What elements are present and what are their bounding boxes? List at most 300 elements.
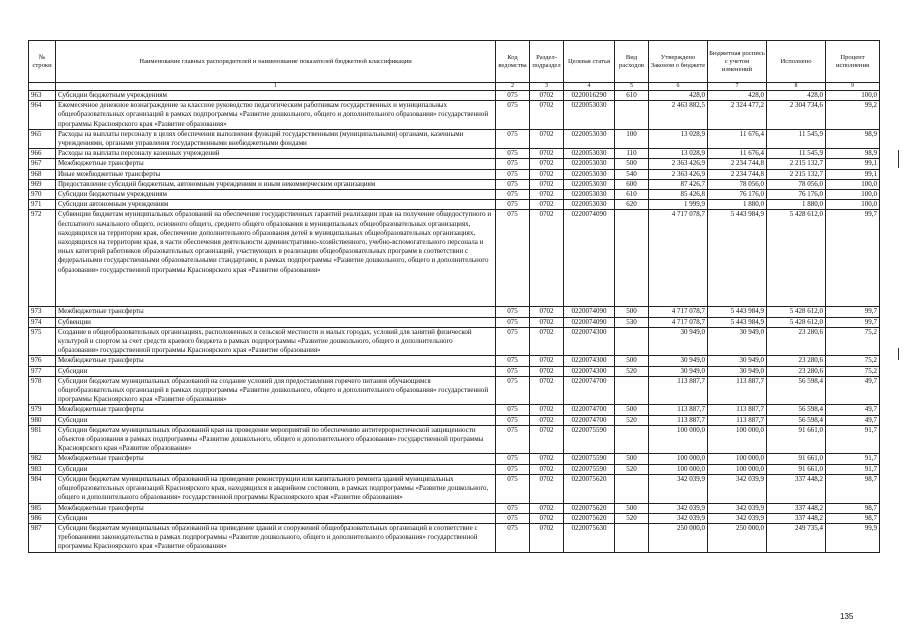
target-item-code: 0220074700 xyxy=(564,415,615,425)
column-number: 2 xyxy=(496,83,530,91)
execution-percent: 99,2 xyxy=(826,101,880,130)
approved-amount: 1 999,9 xyxy=(649,200,708,210)
department-code: 075 xyxy=(496,190,530,200)
target-item-code: 0220053030 xyxy=(564,169,615,179)
approved-amount: 250 000,0 xyxy=(649,523,708,552)
executed-amount: 56 598,4 xyxy=(767,376,826,405)
schedule-amount: 2 234 744,8 xyxy=(708,169,767,179)
row-number: 975 xyxy=(29,327,56,356)
column-numbers-row xyxy=(29,83,880,91)
executed-amount: 23 280,6 xyxy=(767,366,826,376)
executed-amount: 56 598,4 xyxy=(767,415,826,425)
row-number: 973 xyxy=(29,307,56,317)
schedule-amount: 5 443 984,9 xyxy=(708,210,767,307)
header-budget-schedule: Бюджетная роспись с учетом изменений xyxy=(708,41,767,83)
schedule-amount: 113 887,7 xyxy=(708,405,767,415)
expense-type-code xyxy=(615,376,649,405)
section-code: 0702 xyxy=(530,169,564,179)
department-code: 075 xyxy=(496,405,530,415)
section-code: 0702 xyxy=(530,210,564,307)
column-number: 5 xyxy=(615,83,649,91)
target-item-code: 0220053030 xyxy=(564,179,615,189)
row-name: Создание в общеобразовательных организациях, расположенных в сельской местности и малых городах, условий для занятий физической культурой и спортом за счет средств краевого бюджета в рамках подпрограммы «Развитие дошкольного, общего и дополнительного образования» государственной программы Красноярского края «Развитие образования» xyxy=(56,327,496,356)
executed-amount: 23 280,6 xyxy=(767,327,826,356)
header-target-item: Целевая статья xyxy=(564,41,615,83)
schedule-amount: 11 676,4 xyxy=(708,149,767,159)
schedule-amount: 428,0 xyxy=(708,91,767,101)
target-item-code: 0220016290 xyxy=(564,91,615,101)
executed-amount: 1 880,0 xyxy=(767,200,826,210)
target-item-code: 0220053030 xyxy=(564,101,615,130)
expense-type-code xyxy=(615,523,649,552)
schedule-amount: 5 443 984,9 xyxy=(708,307,767,317)
row-number: 981 xyxy=(29,425,56,454)
section-code: 0702 xyxy=(530,523,564,552)
row-number: 965 xyxy=(29,129,56,148)
expense-type-code: 600 xyxy=(615,179,649,189)
approved-amount: 428,0 xyxy=(649,91,708,101)
expense-type-code xyxy=(615,210,649,307)
header-section: Раздел-подраздел xyxy=(530,41,564,83)
approved-amount: 13 028,9 xyxy=(649,149,708,159)
target-item-code: 0220053030 xyxy=(564,129,615,148)
expense-type-code: 500 xyxy=(615,307,649,317)
execution-percent: 99,7 xyxy=(826,307,880,317)
table-row xyxy=(29,474,880,503)
department-code: 075 xyxy=(496,179,530,189)
execution-percent: 99,7 xyxy=(826,317,880,327)
table-row xyxy=(29,376,880,405)
executed-amount: 2 215 132,7 xyxy=(767,169,826,179)
target-item-code: 0220074090 xyxy=(564,307,615,317)
executed-amount: 11 545,9 xyxy=(767,149,826,159)
department-code: 075 xyxy=(496,159,530,169)
department-code: 075 xyxy=(496,474,530,503)
section-code: 0702 xyxy=(530,327,564,356)
row-name: Субсидии бюджетам муниципальных образований края на проведение мероприятий по обеспечению антитеррористической защищенности объектов образования в рамках подпрограммы «Развитие дошкольного, общего и дополнительного образования» государственной программы Красноярского края «Развитие образования» xyxy=(56,425,496,454)
table-row xyxy=(29,159,880,169)
executed-amount: 91 661,0 xyxy=(767,464,826,474)
column-number: 7 xyxy=(708,83,767,91)
approved-amount: 100 000,0 xyxy=(649,464,708,474)
department-code: 075 xyxy=(496,376,530,405)
execution-percent: 98,9 xyxy=(826,129,880,148)
department-code: 075 xyxy=(496,425,530,454)
table-row xyxy=(29,317,880,327)
page-number: 135 xyxy=(840,612,854,621)
executed-amount: 2 304 734,6 xyxy=(767,101,826,130)
row-number: 966 xyxy=(29,149,56,159)
header-department-code: Код ведомства xyxy=(496,41,530,83)
row-number: 980 xyxy=(29,415,56,425)
row-number: 970 xyxy=(29,190,56,200)
row-name: Субсидии бюджетным учреждениям xyxy=(56,190,496,200)
table-row xyxy=(29,200,880,210)
execution-percent: 75,2 xyxy=(826,366,880,376)
expense-type-code: 500 xyxy=(615,356,649,366)
row-number: 979 xyxy=(29,405,56,415)
row-number: 982 xyxy=(29,454,56,464)
row-name: Субсидии xyxy=(56,464,496,474)
schedule-amount: 100 000,0 xyxy=(708,464,767,474)
row-number: 985 xyxy=(29,503,56,513)
table-row xyxy=(29,327,880,356)
executed-amount: 23 280,6 xyxy=(767,356,826,366)
approved-amount: 2 463 882,5 xyxy=(649,101,708,130)
expense-type-code xyxy=(615,327,649,356)
row-name: Субвенции бюджетам муниципальных образований на обеспечение государственных гарантий реализации прав на получение общедоступного и бесплатного начального общего, основного общего, среднего общего образования в муниципальных общеобразовательных организациях, находящихся на территории края, обеспечение дополнительного образования детей в муниципальных общеобразовательных организациях, находящихся на территории края, в части обеспечения деятельности административно-хозяйственного, учебно-вспомогательного персонала и иных категорий работников образовательных организаций, участвующих в реализации общеобразовательных программ в соответствии с федеральными государственными образовательными стандартами, в рамках подпрограммы «Развитие дошкольного, общего и дополнительного образования» государственной программы Красноярского края «Развитие образования» xyxy=(56,210,496,307)
department-code: 075 xyxy=(496,503,530,513)
execution-percent: 98,7 xyxy=(826,474,880,503)
approved-amount: 113 887,7 xyxy=(649,376,708,405)
column-number: 3 xyxy=(530,83,564,91)
row-name: Межбюджетные трансферты xyxy=(56,356,496,366)
target-item-code: 0220074090 xyxy=(564,317,615,327)
section-code: 0702 xyxy=(530,503,564,513)
section-code: 0702 xyxy=(530,317,564,327)
column-number: 6 xyxy=(649,83,708,91)
execution-percent: 100,0 xyxy=(826,200,880,210)
expense-type-code: 540 xyxy=(615,169,649,179)
executed-amount: 428,0 xyxy=(767,91,826,101)
table-row xyxy=(29,149,880,159)
row-name: Субсидии бюджетам муниципальных образований на создание условий для предоставления горячего питания обучающимся общеобразовательных организаций в рамках подпрограммы «Развитие дошкольного, общего и дополнительного образования» государственной программы Красноярского края «Развитие образования» xyxy=(56,376,496,405)
row-number: 964 xyxy=(29,101,56,130)
schedule-amount: 250 000,0 xyxy=(708,523,767,552)
execution-percent: 91,7 xyxy=(826,454,880,464)
row-name: Субсидии xyxy=(56,366,496,376)
column-number: 8 xyxy=(767,83,826,91)
expense-type-code xyxy=(615,474,649,503)
department-code: 075 xyxy=(496,210,530,307)
expense-type-code xyxy=(615,425,649,454)
header-approved: Утверждено Законом о бюджете xyxy=(649,41,708,83)
table-row xyxy=(29,307,880,317)
approved-amount: 2 363 426,9 xyxy=(649,169,708,179)
target-item-code: 0220075630 xyxy=(564,523,615,552)
execution-percent: 91,7 xyxy=(826,425,880,454)
execution-percent: 100,0 xyxy=(826,190,880,200)
execution-percent: 100,0 xyxy=(826,91,880,101)
executed-amount: 91 661,0 xyxy=(767,425,826,454)
approved-amount: 342 039,9 xyxy=(649,503,708,513)
section-code: 0702 xyxy=(530,159,564,169)
schedule-amount: 30 949,0 xyxy=(708,356,767,366)
approved-amount: 30 949,0 xyxy=(649,327,708,356)
schedule-amount: 100 000,0 xyxy=(708,454,767,464)
column-number: 1 xyxy=(56,83,496,91)
department-code: 075 xyxy=(496,129,530,148)
schedule-amount: 76 176,0 xyxy=(708,190,767,200)
row-name: Субсидии бюджетным учреждениям xyxy=(56,91,496,101)
target-item-code: 0220075590 xyxy=(564,454,615,464)
target-item-code: 0220075590 xyxy=(564,464,615,474)
section-code: 0702 xyxy=(530,415,564,425)
row-name: Расходы на выплаты персоналу казенных учреждений xyxy=(56,149,496,159)
row-name: Межбюджетные трансферты xyxy=(56,307,496,317)
section-code: 0702 xyxy=(530,190,564,200)
expense-type-code: 520 xyxy=(615,464,649,474)
target-item-code: 0220075620 xyxy=(564,513,615,523)
department-code: 075 xyxy=(496,169,530,179)
approved-amount: 342 039,9 xyxy=(649,513,708,523)
row-number: 977 xyxy=(29,366,56,376)
table-row xyxy=(29,179,880,189)
section-code: 0702 xyxy=(530,474,564,503)
target-item-code: 0220053030 xyxy=(564,200,615,210)
table-row xyxy=(29,523,880,552)
section-code: 0702 xyxy=(530,129,564,148)
expense-type-code: 520 xyxy=(615,415,649,425)
row-number: 986 xyxy=(29,513,56,523)
column-number xyxy=(29,83,56,91)
scan-mark xyxy=(898,348,899,360)
section-code: 0702 xyxy=(530,149,564,159)
header-row xyxy=(29,41,880,83)
executed-amount: 2 215 132,7 xyxy=(767,159,826,169)
approved-amount: 30 949,0 xyxy=(649,366,708,376)
target-item-code: 0220053030 xyxy=(564,149,615,159)
expense-type-code: 100 xyxy=(615,129,649,148)
row-number: 967 xyxy=(29,159,56,169)
section-code: 0702 xyxy=(530,200,564,210)
row-number: 987 xyxy=(29,523,56,552)
executed-amount: 56 598,4 xyxy=(767,405,826,415)
target-item-code: 0220074090 xyxy=(564,210,615,307)
executed-amount: 5 428 612,0 xyxy=(767,210,826,307)
approved-amount: 100 000,0 xyxy=(649,454,708,464)
section-code: 0702 xyxy=(530,179,564,189)
target-item-code: 0220053030 xyxy=(564,190,615,200)
header-name: Наименование главных распорядителей и наименование показателей бюджетной классификации xyxy=(56,41,496,83)
expense-type-code: 500 xyxy=(615,503,649,513)
row-name: Расходы на выплаты персоналу в целях обеспечения выполнения функций государственными (муниципальными) органами, казенными учреждениями, органами управления государственными внебюджетными фондами xyxy=(56,129,496,148)
expense-type-code: 530 xyxy=(615,317,649,327)
schedule-amount: 113 887,7 xyxy=(708,376,767,405)
table-row xyxy=(29,366,880,376)
schedule-amount: 342 039,9 xyxy=(708,513,767,523)
row-name: Межбюджетные трансферты xyxy=(56,503,496,513)
header-expense-type: Вид расходов xyxy=(615,41,649,83)
schedule-amount: 2 324 477,2 xyxy=(708,101,767,130)
department-code: 075 xyxy=(496,523,530,552)
executed-amount: 5 428 612,0 xyxy=(767,307,826,317)
department-code: 075 xyxy=(496,513,530,523)
table-row xyxy=(29,356,880,366)
row-number: 963 xyxy=(29,91,56,101)
department-code: 075 xyxy=(496,366,530,376)
executed-amount: 5 428 612,0 xyxy=(767,317,826,327)
expense-type-code: 610 xyxy=(615,91,649,101)
target-item-code: 0220075590 xyxy=(564,425,615,454)
expense-type-code xyxy=(615,101,649,130)
section-code: 0702 xyxy=(530,307,564,317)
department-code: 075 xyxy=(496,91,530,101)
table-row xyxy=(29,405,880,415)
header-row-number: № строки xyxy=(29,41,56,83)
execution-percent: 91,7 xyxy=(826,464,880,474)
department-code: 075 xyxy=(496,327,530,356)
target-item-code: 0220075620 xyxy=(564,503,615,513)
executed-amount: 11 545,9 xyxy=(767,129,826,148)
executed-amount: 76 176,0 xyxy=(767,190,826,200)
schedule-amount: 342 039,9 xyxy=(708,474,767,503)
schedule-amount: 2 234 744,8 xyxy=(708,159,767,169)
execution-percent: 98,7 xyxy=(826,503,880,513)
approved-amount: 4 717 078,7 xyxy=(649,317,708,327)
header-percent: Процент исполнения xyxy=(826,41,880,83)
schedule-amount: 30 949,0 xyxy=(708,327,767,356)
execution-percent: 98,7 xyxy=(826,513,880,523)
department-code: 075 xyxy=(496,101,530,130)
department-code: 075 xyxy=(496,464,530,474)
execution-percent: 99,7 xyxy=(826,210,880,307)
table-row xyxy=(29,169,880,179)
target-item-code: 0220074300 xyxy=(564,366,615,376)
row-number: 969 xyxy=(29,179,56,189)
section-code: 0702 xyxy=(530,405,564,415)
row-number: 976 xyxy=(29,356,56,366)
row-number: 978 xyxy=(29,376,56,405)
expense-type-code: 520 xyxy=(615,513,649,523)
schedule-amount: 113 887,7 xyxy=(708,415,767,425)
column-number: 4 xyxy=(564,83,615,91)
department-code: 075 xyxy=(496,149,530,159)
row-name: Ежемесячное денежное вознаграждение за классное руководство педагогическим работникам государственных и муниципальных общеобразовательных организаций в рамках подпрограммы «Развитие дошкольного, общего и дополнительного образования» государственной программы Красноярского края «Развитие образования» xyxy=(56,101,496,130)
table-row xyxy=(29,454,880,464)
department-code: 075 xyxy=(496,415,530,425)
table-row xyxy=(29,129,880,148)
table-row xyxy=(29,425,880,454)
row-number: 971 xyxy=(29,200,56,210)
executed-amount: 78 056,0 xyxy=(767,179,826,189)
execution-percent: 75,2 xyxy=(826,356,880,366)
row-number: 983 xyxy=(29,464,56,474)
section-code: 0702 xyxy=(530,513,564,523)
approved-amount: 4 717 078,7 xyxy=(649,210,708,307)
row-name: Предоставление субсидий бюджетным, автономным учреждениям и иным некоммерческим организациям xyxy=(56,179,496,189)
approved-amount: 2 363 426,9 xyxy=(649,159,708,169)
execution-percent: 99,9 xyxy=(826,523,880,552)
schedule-amount: 5 443 984,9 xyxy=(708,317,767,327)
target-item-code: 0220074700 xyxy=(564,376,615,405)
approved-amount: 100 000,0 xyxy=(649,425,708,454)
row-name: Субсидии xyxy=(56,415,496,425)
approved-amount: 342 039,9 xyxy=(649,474,708,503)
section-code: 0702 xyxy=(530,366,564,376)
section-code: 0702 xyxy=(530,91,564,101)
table-row xyxy=(29,210,880,307)
expense-type-code: 620 xyxy=(615,200,649,210)
row-name: Субвенции xyxy=(56,317,496,327)
expense-type-code: 500 xyxy=(615,405,649,415)
approved-amount: 85 426,8 xyxy=(649,190,708,200)
executed-amount: 91 661,0 xyxy=(767,454,826,464)
executed-amount: 249 735,4 xyxy=(767,523,826,552)
section-code: 0702 xyxy=(530,464,564,474)
execution-percent: 49,7 xyxy=(826,376,880,405)
table-row xyxy=(29,415,880,425)
column-number: 9 xyxy=(826,83,880,91)
row-name: Межбюджетные трансферты xyxy=(56,159,496,169)
executed-amount: 337 448,2 xyxy=(767,474,826,503)
execution-percent: 99,1 xyxy=(826,159,880,169)
expense-type-code: 610 xyxy=(615,190,649,200)
expense-type-code: 500 xyxy=(615,159,649,169)
execution-percent: 75,2 xyxy=(826,327,880,356)
table-row xyxy=(29,503,880,513)
target-item-code: 0220074300 xyxy=(564,356,615,366)
expense-type-code: 110 xyxy=(615,149,649,159)
approved-amount: 113 887,7 xyxy=(649,415,708,425)
schedule-amount: 1 880,0 xyxy=(708,200,767,210)
target-item-code: 0220074300 xyxy=(564,327,615,356)
row-name: Субсидии бюджетам муниципальных образований на приведение зданий и сооружений общеобразовательных организаций в соответствие с требованиями законодательства в рамках подпрограммы «Развитие дошкольного, общего и дополнительного образования» государственной программы Красноярского края «Развитие образования» xyxy=(56,523,496,552)
approved-amount: 4 717 078,7 xyxy=(649,307,708,317)
target-item-code: 0220053030 xyxy=(564,159,615,169)
table-row xyxy=(29,101,880,130)
execution-percent: 98,9 xyxy=(826,149,880,159)
department-code: 075 xyxy=(496,454,530,464)
schedule-amount: 342 039,9 xyxy=(708,503,767,513)
department-code: 075 xyxy=(496,307,530,317)
table-row xyxy=(29,464,880,474)
execution-percent: 99,1 xyxy=(826,169,880,179)
schedule-amount: 11 676,4 xyxy=(708,129,767,148)
section-code: 0702 xyxy=(530,356,564,366)
target-item-code: 0220075620 xyxy=(564,474,615,503)
header-executed: Исполнено xyxy=(767,41,826,83)
row-number: 968 xyxy=(29,169,56,179)
approved-amount: 30 949,0 xyxy=(649,356,708,366)
table-row xyxy=(29,91,880,101)
row-name: Межбюджетные трансферты xyxy=(56,454,496,464)
section-code: 0702 xyxy=(530,425,564,454)
row-number: 974 xyxy=(29,317,56,327)
approved-amount: 13 028,9 xyxy=(649,129,708,148)
executed-amount: 337 448,2 xyxy=(767,513,826,523)
table-row xyxy=(29,190,880,200)
department-code: 075 xyxy=(496,356,530,366)
department-code: 075 xyxy=(496,200,530,210)
execution-percent: 100,0 xyxy=(826,179,880,189)
department-code: 075 xyxy=(496,317,530,327)
table-row xyxy=(29,513,880,523)
expense-type-code: 520 xyxy=(615,366,649,376)
schedule-amount: 78 056,0 xyxy=(708,179,767,189)
expense-type-code: 500 xyxy=(615,454,649,464)
row-name: Иные межбюджетные трансферты xyxy=(56,169,496,179)
section-code: 0702 xyxy=(530,376,564,405)
row-name: Субсидии xyxy=(56,513,496,523)
schedule-amount: 30 949,0 xyxy=(708,366,767,376)
approved-amount: 113 887,7 xyxy=(649,405,708,415)
scan-mark xyxy=(898,150,899,168)
row-name: Межбюджетные трансферты xyxy=(56,405,496,415)
target-item-code: 0220074700 xyxy=(564,405,615,415)
row-number: 984 xyxy=(29,474,56,503)
execution-percent: 49,7 xyxy=(826,405,880,415)
section-code: 0702 xyxy=(530,454,564,464)
budget-execution-table xyxy=(28,40,880,553)
row-name: Субсидии бюджетам муниципальных образований на проведение реконструкции или капитального ремонта зданий муниципальных общеобразовательных организаций Красноярского края, находящихся в аварийном состоянии, в рамках подпрограммы «Развитие дошкольного, общего и дополнительного образования» государственной программы Красноярского края «Развитие образования» xyxy=(56,474,496,503)
section-code: 0702 xyxy=(530,101,564,130)
schedule-amount: 100 000,0 xyxy=(708,425,767,454)
execution-percent: 49,7 xyxy=(826,415,880,425)
row-number: 972 xyxy=(29,210,56,307)
approved-amount: 87 426,7 xyxy=(649,179,708,189)
row-name: Субсидии автономным учреждениям xyxy=(56,200,496,210)
